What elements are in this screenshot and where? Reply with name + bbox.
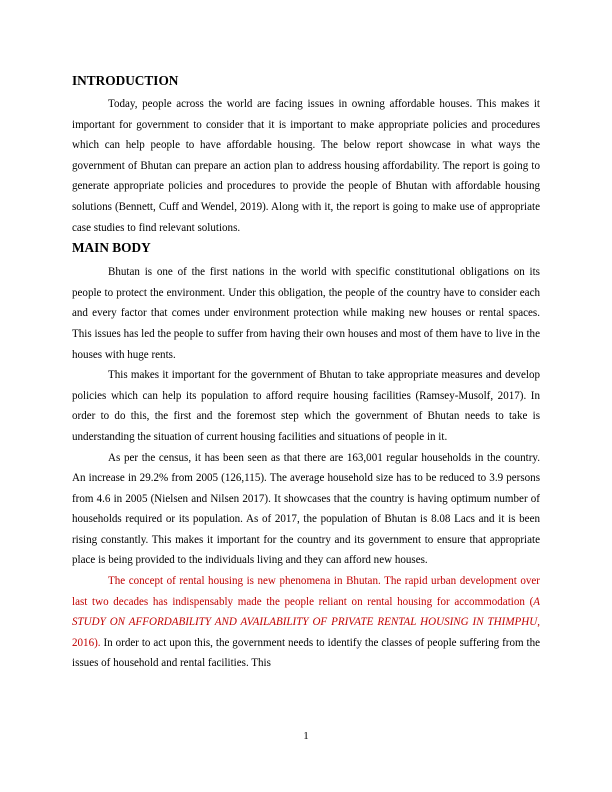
main-body-paragraph-1: Bhutan is one of the first nations in the world with specific constitutional obligations on its people to protect the environment. Under this obligation, the people of the country have to consider each and every factor that comes under environment protection while making new houses or rental spaces. This issues has led the people to suffer from having their own houses and most of them have to live in the houses with huge rents. <box>72 266 540 361</box>
main-body-heading: MAIN BODY <box>72 240 151 256</box>
main-body-paragraph-4 <box>72 571 540 674</box>
introduction-heading: INTRODUCTION <box>72 73 179 88</box>
page-number: 1 <box>303 730 309 742</box>
study-citation-year: , 2016). <box>72 616 540 649</box>
main-body-paragraph-2: This makes it important for the government of Bhutan to take appropriate measures and develop policies which can help its population to afford require housing facilities (Ramsey-Musolf, 2017). In order to do this, the first and the foremost step which the government of Bhutan needs to take is understanding the situation of current housing facilities and situations of people in it. <box>72 369 540 443</box>
introduction-paragraph: Today, people across the world are facing issues in owning affordable houses. This makes it important for government to consider that it is important to make appropriate policies and procedures which can help people to have affordable housing. The below report showcase in what ways the government of Bhutan can prepare an action plan to address housing affordability. The report is going to generate appropriate policies and procedures to provide the people of Bhutan with affordable housing solutions (Bennett, Cuff and Wendel, 2019). Along with it, the report is going to make use of appropriate case studies to find relevant solutions. <box>72 98 540 234</box>
study-citation-title: A STUDY ON AFFORDABILITY AND AVAILABILITY OF PRIVATE RENTAL HOUSING IN THIMPHU <box>72 595 540 629</box>
rental-housing-text: The concept of rental housing is new phenomena in Bhutan. The rapid urban development over last two decades has indispensably made the people reliant on rental housing for accommodation ( <box>72 575 540 608</box>
main-body-paragraph-3: As per the census, it has been seen as that there are 163,001 regular households in the country. An increase in 29.2% from 2005 (126,115). The average household size has to be reduced to 3.9 persons from 4.6 in 2005 (Nielsen and Nilsen 2017). It showcases that the country is having optimum number of households required or its population. As of 2017, the population of Bhutan is 8.08 Lacs and it is been rising constantly. This makes it important for the country and its government to ensure that appropriate place is being provided to the individuals living and they can afford new houses. <box>72 451 540 567</box>
document-page <box>72 72 540 674</box>
government-action-text: In order to act upon this, the government needs to identify the classes of people suffering from the issues of household and rental facilities. This <box>72 636 540 670</box>
